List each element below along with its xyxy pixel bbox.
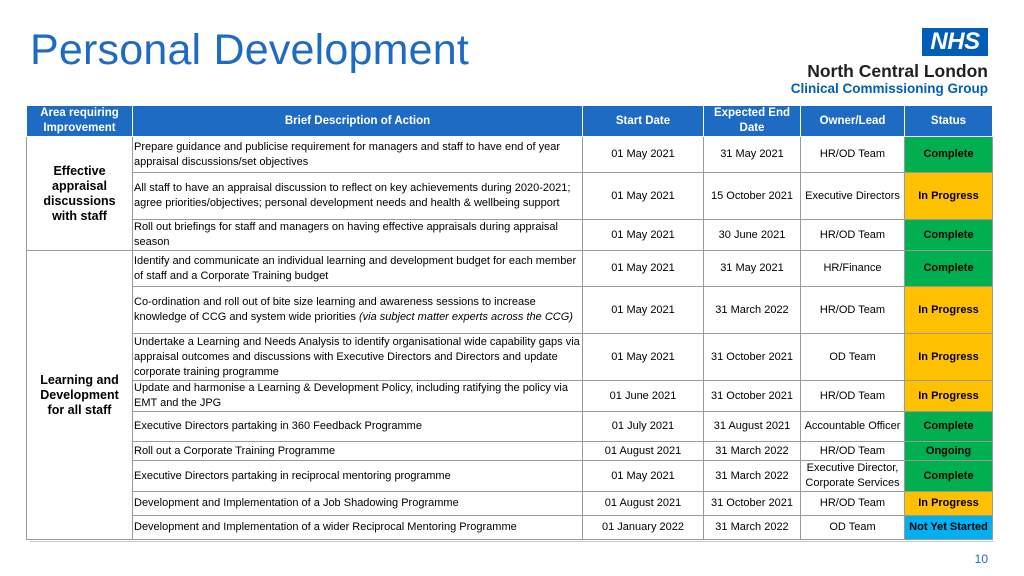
row-owner: HR/OD Team [801,220,905,251]
table-row [27,251,993,287]
row-start-date: 01 May 2021 [583,220,704,251]
table-row [27,287,993,334]
status-badge: In Progress [905,334,993,381]
table-row [27,334,993,381]
status-badge: Complete [905,412,993,442]
footer-divider [30,541,994,542]
table-row [27,442,993,461]
row-end-date: 31 May 2021 [704,251,801,287]
row-start-date: 01 May 2021 [583,461,704,492]
header-status: Status [905,106,993,137]
row-description-text: Co-ordination and roll out of bite size learning and awareness sessions to increase knowledge of CCG and system wide priorities [134,296,536,323]
row-end-date: 31 March 2022 [704,442,801,461]
row-end-date: 31 March 2022 [704,287,801,334]
row-start-date: 01 January 2022 [583,516,704,540]
table-header-row [27,106,993,137]
table-row [27,492,993,516]
row-owner: Executive Director, Corporate Services [801,461,905,492]
row-end-date: 30 June 2021 [704,220,801,251]
row-end-date: 31 May 2021 [704,137,801,173]
status-badge: Not Yet Started [905,516,993,540]
row-owner: HR/OD Team [801,492,905,516]
row-owner: HR/OD Team [801,381,905,412]
header-start-date: Start Date [583,106,704,137]
row-start-date: 01 August 2021 [583,492,704,516]
row-start-date: 01 May 2021 [583,334,704,381]
table-row [27,381,993,412]
table-row [27,173,993,220]
row-end-date: 31 October 2021 [704,492,801,516]
header-end-date: Expected End Date [704,106,801,137]
status-badge: In Progress [905,287,993,334]
row-description: Development and Implementation of a wider Reciprocal Mentoring Programme [133,516,583,540]
row-description: Executive Directors partaking in 360 Feedback Programme [133,412,583,442]
row-start-date: 01 July 2021 [583,412,704,442]
status-badge: Complete [905,461,993,492]
area-appraisal [27,137,133,251]
status-badge: Ongoing [905,442,993,461]
row-owner: Accountable Officer [801,412,905,442]
row-start-date: 01 June 2021 [583,381,704,412]
row-description: Roll out briefings for staff and managers on having effective appraisals during appraisal season [133,220,583,251]
row-description-note: (via subject matter experts across the CCG) [358,311,573,323]
row-owner: OD Team [801,516,905,540]
page-title: Personal Development [30,26,470,74]
header-area: Area requiring Improvement [27,106,133,137]
action-plan-table [26,105,993,540]
row-end-date: 31 October 2021 [704,334,801,381]
status-badge: Complete [905,137,993,173]
row-description: Prepare guidance and publicise requirement for managers and staff to have end of year appraisal discussions/set objectives [133,137,583,173]
row-end-date: 31 October 2021 [704,381,801,412]
status-badge: Complete [905,220,993,251]
status-badge: In Progress [905,173,993,220]
table-row [27,516,993,540]
row-description: Identify and communicate an individual learning and development budget for each member of staff and a Corporate Training budget [133,251,583,287]
row-owner: Executive Directors [801,173,905,220]
nhs-logo-mark: NHS [922,28,988,56]
row-start-date: 01 May 2021 [583,251,704,287]
row-end-date: 31 August 2021 [704,412,801,442]
area-learning [27,251,133,540]
row-description: Roll out a Corporate Training Programme [133,442,583,461]
row-owner: HR/OD Team [801,287,905,334]
row-description: All staff to have an appraisal discussion to reflect on key achievements during 2020-2021; agree priorities/objectives; personal development needs and health & wellbeing support [133,173,583,220]
area-appraisal-label: Effective appraisal discussions with staff [43,163,116,223]
page-number: 10 [974,552,988,566]
row-end-date: 31 March 2022 [704,516,801,540]
row-start-date: 01 May 2021 [583,287,704,334]
row-owner: HR/OD Team [801,442,905,461]
area-learning-label: Learning and Development for all staff [40,372,119,417]
row-owner: OD Team [801,334,905,381]
row-start-date: 01 August 2021 [583,442,704,461]
table-row [27,461,993,492]
table-row [27,220,993,251]
row-description: Executive Directors partaking in reciprocal mentoring programme [133,461,583,492]
row-description [133,287,583,334]
row-owner: HR/OD Team [801,137,905,173]
status-badge: In Progress [905,381,993,412]
status-badge: In Progress [905,492,993,516]
table-row [27,412,993,442]
row-owner: HR/Finance [801,251,905,287]
table-row [27,137,993,173]
status-badge: Complete [905,251,993,287]
row-description: Development and Implementation of a Job Shadowing Programme [133,492,583,516]
row-description: Update and harmonise a Learning & Development Policy, including ratifying the policy via EMT and the JPG [133,381,583,412]
row-end-date: 31 March 2022 [704,461,801,492]
row-start-date: 01 May 2021 [583,173,704,220]
row-start-date: 01 May 2021 [583,137,704,173]
nhs-logo [788,28,988,98]
header-owner: Owner/Lead [801,106,905,137]
row-description: Undertake a Learning and Needs Analysis to identify organisational wide capability gaps via appraisal outcomes and discussions with Executive Directors and Directors and update corporate training programme [133,334,583,381]
org-subtitle: Clinical Commissioning Group [790,81,988,96]
org-name: North Central London [807,61,988,81]
header-description: Brief Description of Action [133,106,583,137]
row-end-date: 15 October 2021 [704,173,801,220]
